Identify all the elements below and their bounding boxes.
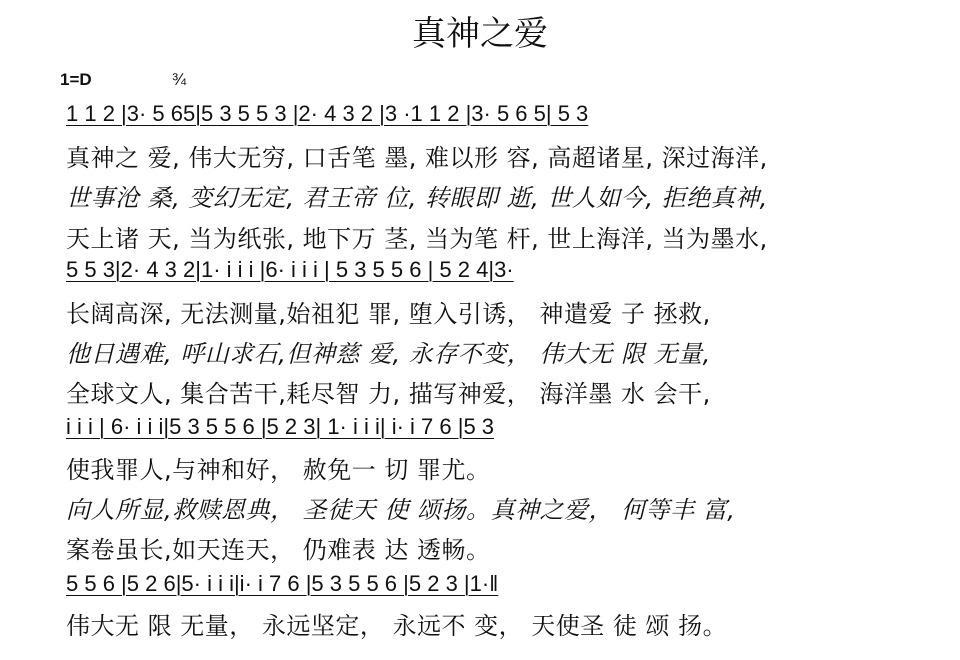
- lyric-line: 使我罪人,与神和好， 赦免一 切 罪尤。: [66, 456, 491, 484]
- lyric-line: 伟大无 限 无量， 永远坚定， 永远不 变， 天使圣 徒 颂 扬。: [66, 612, 728, 640]
- key-signature: 1=D: [60, 70, 92, 89]
- notation-line: 1 1 2 |3· 5 65|5 3 5 5 3 |2· 4 3 2 |3 ·1 1 2 |3· 5 6 5| 5 3: [66, 101, 589, 126]
- lyric-line: 全球文人, 集合苦干,耗尽智 力, 描写神爱， 海洋墨 水 会干,: [66, 380, 711, 408]
- lyric-line: 他日遇难, 呼山求石,但神慈 爱, 永存不变， 伟大无 限 无量,: [66, 340, 711, 368]
- notation-line: 5 5 3|2· 4 3 2|1· i i i |6· i i i | 5 3 5 5 6 | 5 2 4|3·: [66, 257, 514, 282]
- time-signature: ¾: [172, 70, 187, 89]
- notation-line: 5 5 6 |5 2 6|5· i i i|i· i 7 6 |5 3 5 5 6 |5 2 3 |1·‖: [66, 571, 499, 596]
- lyric-line: 真神之 爱, 伟大无穷, 口舌笔 墨, 难以形 容, 高超诸星, 深过海洋,: [66, 144, 768, 172]
- notation-line: i i i | 6· i i i|5 3 5 5 6 |5 2 3| 1· i i i| i· i 7 6 |5 3: [66, 414, 495, 439]
- lyric-line: 向人所显,救赎恩典， 圣徒天 使 颂扬。真神之爱， 何等丰 富,: [66, 496, 736, 524]
- page-title: 真神之爱: [412, 14, 548, 54]
- lyric-line: 天上诸 天, 当为纸张, 地下万 茎, 当为笔 杆, 世上海洋, 当为墨水,: [66, 225, 768, 253]
- lyric-line: 长阔高深, 无法测量,始祖犯 罪, 堕入引诱， 神遣爱 子 拯救,: [66, 300, 711, 328]
- lyric-line: 世事沧 桑, 变幻无定, 君王帝 位, 转眼即 逝, 世人如今, 拒绝真神,: [66, 184, 768, 212]
- lyric-line: 案卷虽长,如天连天， 仍难表 达 透畅。: [66, 536, 491, 564]
